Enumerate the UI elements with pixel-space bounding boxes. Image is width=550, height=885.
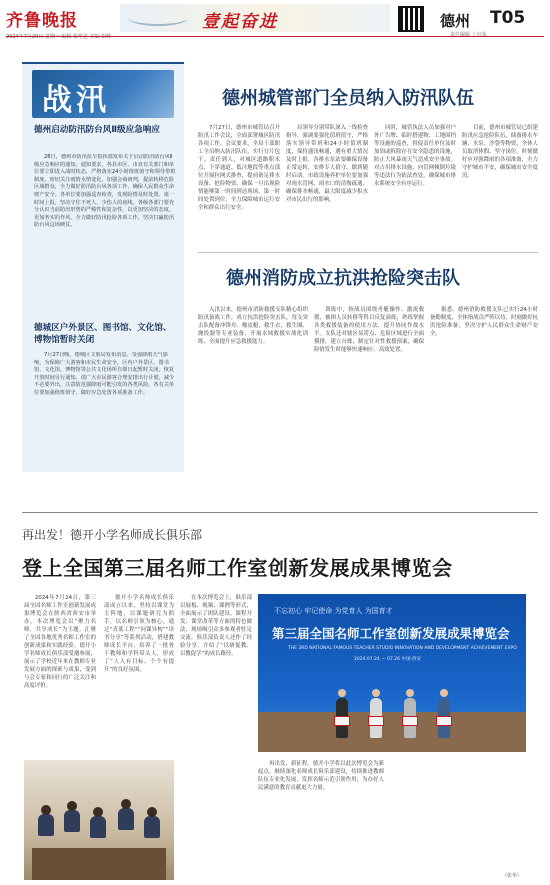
banner-decoration xyxy=(128,10,188,26)
newspaper-brand: 齐鲁晚报 xyxy=(6,11,78,31)
masthead-rule xyxy=(6,36,544,37)
stage-floor xyxy=(258,712,526,752)
masthead-banner xyxy=(120,4,390,32)
article-column: 入汛以来，德州市消防救援支队精心组织防汛备战工作，成立抗洪抢险突击队，每支突击队配备冲锋舟、橡皮艇、救生衣、救生圈、抛投器等专业装备，开展水域救援实战化训练，全面提升应急救援能力。 xyxy=(198,307,308,345)
article-column: 据悉，德州消防救援支队已实行24小时备勤制度，全体指战员严阵以待，时刻做好抗洪抢险准备，坚决守护人民群众生命财产安全。 xyxy=(430,307,538,337)
student-figure xyxy=(38,814,54,836)
article-column: 训练中，指战员围绕舟艇操作、激流救援、被困人员转移等科目反复演练，熟练掌握各类救援装备的使用方法，提升协同作战水平。支队还对辖区易涝点、危险区域进行全面摸排，建立台账，制定针对性救援预案，确保险情发生时能够快速响应、高效处置。 xyxy=(314,307,424,353)
certificate-icon xyxy=(334,716,350,726)
article-headline: 德州消防成立抗洪抢险突击队 xyxy=(226,268,460,289)
student-figure xyxy=(144,816,160,838)
sidebar-item-body: 7月27日晚，德城区文旅局发布消息，受强降雨天气影响，为保障广大游客和市民生命安全，区内户外景区、图书馆、文化馆、博物馆等公共文化场所自即日起暂时关闭，恢复开放时间另行通知。请广大市民游客合理安排出行计划，减少不必要外出，注意防范强降雨可能引发的各类风险。各有关单位要加强值班值守，做好应急处置各项准备工作。 xyxy=(34,352,175,396)
section-divider xyxy=(22,512,538,513)
section-divider xyxy=(198,252,538,253)
classroom-table xyxy=(32,848,166,880)
article-column: 同时，城管执法人员加强对户外广告牌、临时搭建物、工地围挡等设施的巡查，督促责任单位及时加固或拆除存在安全隐患的设施，防止大风暴雨天气造成安全事故。对占用排水设施、向管网倾倒垃圾等违法行为依法查处，确保城市排水系统安全有序运行。 xyxy=(374,125,456,187)
sidebar-item-headline: 德城区户外景区、图书馆、文化馆、博物馆暂时关闭 xyxy=(34,323,172,345)
masthead xyxy=(0,0,550,44)
sidebar-item-headline: 德州启动防汛防台风Ⅱ级应急响应 xyxy=(34,125,160,135)
page-number: T05 xyxy=(490,8,526,28)
banner-slogan: 壹起奋进 xyxy=(202,12,278,32)
photo-slogan: 不忘初心 牢记使命 为党育人 为国育才 xyxy=(274,607,393,615)
sidebar-item-body: 28日，德州市防汛抗旱指挥部发布关于启动防汛防台风Ⅱ级应急响应的通知。通知要求，各县市区、市直有关部门和单位要立即进入战时状态，严格落实24小时值班值守和领导带班制度，密切关注雨情水情变化，加强会商研判，提前转移危险区域群众，全力做好防汛防台风各项工作，确保人民群众生命财产安全。各单位要加强巡查检查，发现险情及时处置、第一时间上报，坚决守住不死人、少伤人的底线。各级各部门要充分认识当前防汛形势的严峻性和复杂性，以更加坚决的态度、更加务实的作风，全力做好防汛抢险各项工作，坚决打赢防汛防台风这场硬仗。 xyxy=(34,154,176,229)
student-figure xyxy=(64,810,80,832)
article-column: 目前，德州市城管局已组建防汛应急抢险队伍，储备排水车辆、水泵、沙袋等物资，全体人员取消休假、坚守岗位，时刻做好应对强降雨的各项准备，全力守护城市平安，确保城市安全度汛。 xyxy=(462,125,538,179)
article-headline: 德州城管部门全员纳入防汛队伍 xyxy=(222,88,474,109)
article-column: 再出发，新征程。德开小学将以此次博览会为新起点，继续深化名师成长俱乐部建设，持续推进教师队伍专业化发展，发挥名师示范引领作用，为办好人民满意的教育贡献更大力量。 xyxy=(258,761,384,791)
article-column: 德开小学名师成长俱乐部成立以来，坚持以课堂为主阵地，以课题研究为抓手，以名师引领为核心，通过“青蓝工程”“同课异构”“读书分享”等系列活动，搭建教师成长平台，培养了一批骨干教师和学科带头人，形成了“人人有目标、个个有提升”的良好氛围。 xyxy=(104,595,174,673)
feature-title: 登上全国第三届名师工作室创新发展成果博览会 xyxy=(22,556,453,580)
certificate-icon xyxy=(402,716,418,726)
section-name: 德州 xyxy=(440,12,471,30)
classroom-photo xyxy=(24,760,174,880)
feature-kicker: 再出发！德开小学名师成长俱乐部 xyxy=(22,528,203,542)
student-figure xyxy=(118,808,134,830)
article-byline: （张华） xyxy=(502,873,523,879)
photo-banner-title: 第三届全国名师工作室创新发展成果博览会 xyxy=(272,626,510,641)
student-figure xyxy=(90,816,106,838)
sidebar-news-box xyxy=(22,62,184,472)
article-column: 2024年7月24日，第三届全国名师工作室创新发展成果博览会在陕西省西安市举办。本次博览会以“聚力名师，共享成长”为主题，汇聚了全国各地优秀名师工作室的创新成果和实践经验。德开小学名师成长俱乐部受邀参展，展示了学校近年来在教师专业发展方面的探索与成果，受到与会专家和同行的广泛关注和高度评价。 xyxy=(24,595,96,689)
article-column: 7月27日，德州市城管局召开防汛工作会议，全面部署城区防汛各项工作。会议要求，全局干部职工全员纳入防汛队伍，实行分片包干、责任到人，对城区道路积水点、下穿通道、低洼地段等重点部位开展拉网式排查，提前备足排水设备、抢险物资，确保一旦出现险情能够第一时间到达现场、第一时间处置到位，全力保障城市运行安全和群众出行安全。 xyxy=(198,125,280,211)
article-column: 局领导分别带队深入一线检查指导，强调要强化值班值守，严格落实领导带班和24小时值班制度，保持通讯畅通，遇有重大情况及时上报。各排水泵站要确保设备正常运转，安排专人值守，做到随时启动。市政设施养护单位要加强对雨水管网、雨水口的清掏疏通，确保排水畅通，最大限度减少积水对市民出行的影响。 xyxy=(286,125,368,203)
photo-banner-date: 2024.07.24 — 07.26 中国·西安 xyxy=(354,657,421,662)
article-column: 在本次博览会上，俱乐部以展板、视频、课例等形式，全面展示了团队建设、课程开发、课堂改革等方面的特色做法，现场吸引众多参观者驻足交流。俱乐部负责人还作了经验分享，介绍了“以研促教、以教促学”的成长路径。 xyxy=(180,595,252,657)
editor-credits: 责任编辑 上官荣 xyxy=(450,32,487,38)
sidebar-badge xyxy=(32,70,174,118)
expo-stage-photo xyxy=(258,594,526,752)
certificate-icon xyxy=(368,716,384,726)
sidebar-badge-label: 战汛 xyxy=(42,83,110,118)
certificate-icon xyxy=(436,716,452,726)
qr-code-icon xyxy=(398,6,424,32)
photo-banner-english: THE 3RD NATIONAL FAMOUS TEACHER STUDIO INNOVATION AND DEVELOPMENT ACHIEVEMENT EXPO xyxy=(288,646,517,651)
issue-dateline: 2024年7月29日 星期一 编辑 张华芝 美编 彭辉 xyxy=(6,34,112,40)
